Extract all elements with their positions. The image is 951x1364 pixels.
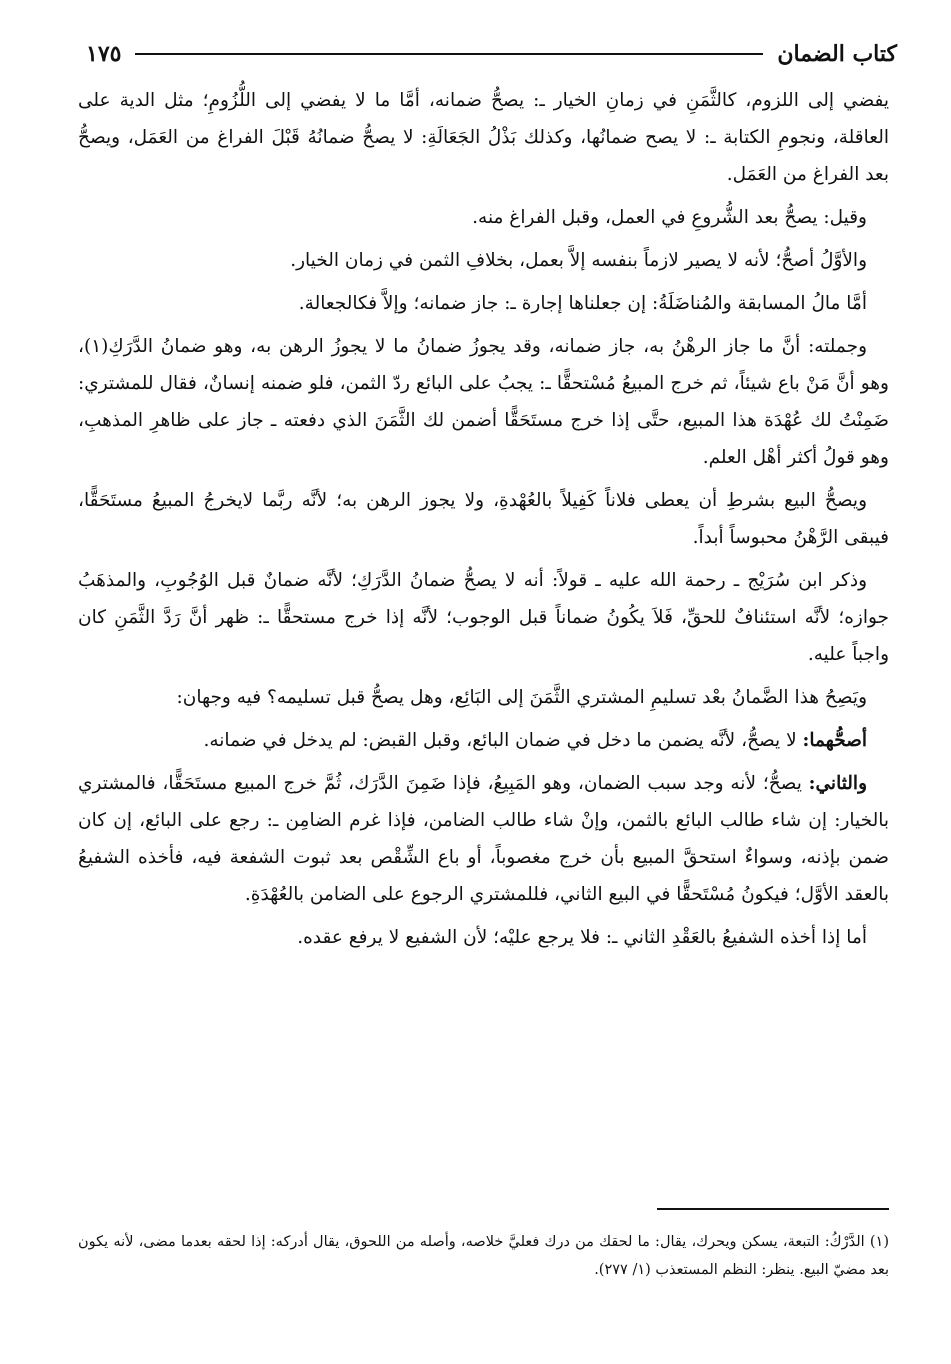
paragraph-lead: والثاني: (808, 773, 867, 794)
paragraph (78, 328, 889, 476)
paragraph (78, 722, 889, 759)
paragraph-text: أما إذا أخذه الشفيعُ بالعَقْدِ الثاني ـ: فلا يرجع عليْه؛ لأن الشفيع لا يرفع عقده. (297, 927, 867, 948)
footnote (78, 1228, 889, 1284)
page-header (86, 34, 897, 74)
paragraph-text: وقيل: يصحُّ بعد الشُّروعِ في العمل، وقبل الفراغ منه. (472, 207, 867, 228)
paragraph (78, 919, 889, 956)
paragraph-text: ويَصِحُ هذا الضَّمانُ بعْد تسليمِ المشتري الثَّمَنَ إلى البَائِع، وهل يصحُّ قبل تسليمه؟ فيه وجهان: (176, 687, 867, 708)
paragraph (78, 482, 889, 556)
page-number: ١٧٥ (86, 41, 122, 67)
paragraph-text: لا يصحُّ، لأنَّه يضمن ما دخل في ضمان البائع، وقبل القبض: لم يدخل في ضمانه. (203, 730, 803, 751)
main-text (78, 82, 889, 962)
paragraph-text: ويصحُّ البيع بشرطِ أن يعطى فلاناً كَفِيلاً بالعُهْدةِ، ولا يجوز الرهن به؛ لأنَّه ربَّما لايخرجُ المبيعُ مستَحَقًّا، فيبقى الرَّهْنُ محبوساً أبداً. (78, 490, 889, 548)
footnote-text: (١) الدَّرْكُ: التبعة، يسكن ويحرك، يقال: ما لحقك من درك فعليَّ خلاصه، وأصله من اللحوق، يقال أدركه: إذا لحقه بعدما مضى، لأنه يكون بعد مضيّ البيع. ينظر: النظم المستعذب (١/ ٢٧٧). (78, 1234, 889, 1278)
paragraph-text: والأوَّلُ أصحُّ؛ لأنه لا يصير لازماً بنفسه إلاَّ بعمل، بخلافِ الثمن في زمان الخيار. (290, 250, 867, 271)
paragraph (78, 562, 889, 673)
paragraph (78, 679, 889, 716)
paragraph-text: يفضي إلى اللزوم، كالثَّمَنِ في زمانِ الخيار ـ: يصحُّ ضمانه، أمَّا ما لا يفضي إلى اللُّزُومِ؛ مثل الدية على العاقلة، ونجومِ الكتابة ـ: لا يصح ضمانُها، وكذلك بَذْلُ الجَعَالَةِ: لا يصحُّ ضمانُهُ قَبْلَ الفراغ من العَمَل، ويصحُّ بعد الفراغ من العَمَل. (78, 90, 889, 185)
paragraph (78, 242, 889, 279)
paragraph (78, 765, 889, 913)
paragraph (78, 285, 889, 322)
paragraph-text: وذكر ابن سُرَيْج ـ رحمة الله عليه ـ قولاً: أنه لا يصحُّ ضمانُ الدَّرَكِ؛ لأنَّه ضمانٌ قبل الوُجُوبِ، والمذهَبُ جوازه؛ لأنَّه استئنافٌ للحقِّ، فَلاَ يكُونُ ضماناً قبل الوجوب؛ لأنَّه إذا خرج مستحقًّا ـ: ظهر أنَّ رَدَّ الثَّمَنِ كان واجباً عليه. (78, 570, 889, 665)
footnote-separator (657, 1208, 889, 1210)
chapter-title: كتاب الضمان (777, 41, 897, 67)
paragraph (78, 199, 889, 236)
paragraph-lead: أصحُّهما: (802, 730, 867, 751)
paragraph (78, 82, 889, 193)
paragraph-text: يصحُّ؛ لأنه وجد سبب الضمان، وهو المَبِيعُ، فإذا ضَمِنَ الدَّرَك، ثُمَّ خرج المبيع مستَحَقًّا، فالمشتري بالخيار: إن شاء طالب البائع بالثمن، وإنْ شاء طالب الضامن، فإذا غرم الضامِن ـ: رجع على البائع، إن كان ضمن بإذنه، وسواءٌ استحقَّ المبيع بأن خرج مغصوباً، أو باع الشِّقْص بعد ثبوت الشفعة فيه، فأخذه الشفيعُ بالعقد الأوَّل؛ فيكونُ مُسْتَحقًّا في البيع الثاني، فللمشتري الرجوع على الضامن بالعُهْدَةِ. (78, 773, 889, 905)
header-rule (135, 53, 763, 55)
paragraph-text: أمَّا مالُ المسابقة والمُناضَلَةُ: إن جعلناها إجارة ـ: جاز ضمانه؛ وإلاَّ فكالجعالة. (298, 293, 867, 314)
paragraph-text: وجملته: أنَّ ما جاز الرهْنُ به، جاز ضمانه، وقد يجوزُ ضمانُ ما لا يجوزُ الرهن به، وهو ضمانُ الدَّرَكِ(١)، وهو أنَّ مَنْ باع شيئاً، ثم خرج المبيعُ مُسْتحقًّا ـ: يجبُ على البائع ردّ الثمن، فلو ضمنه إنسانٌ، فقال للمشتري: ضَمِنْتُ لك عُهْدَة هذا المبيع، حتَّى إذا خرج مستَحَقًّا أضمن لك الثَّمَنَ الذي دفعته ـ جاز على ظاهرِ المذهبِ، وهو قولُ أكثر أهْل العلم. (78, 336, 889, 468)
